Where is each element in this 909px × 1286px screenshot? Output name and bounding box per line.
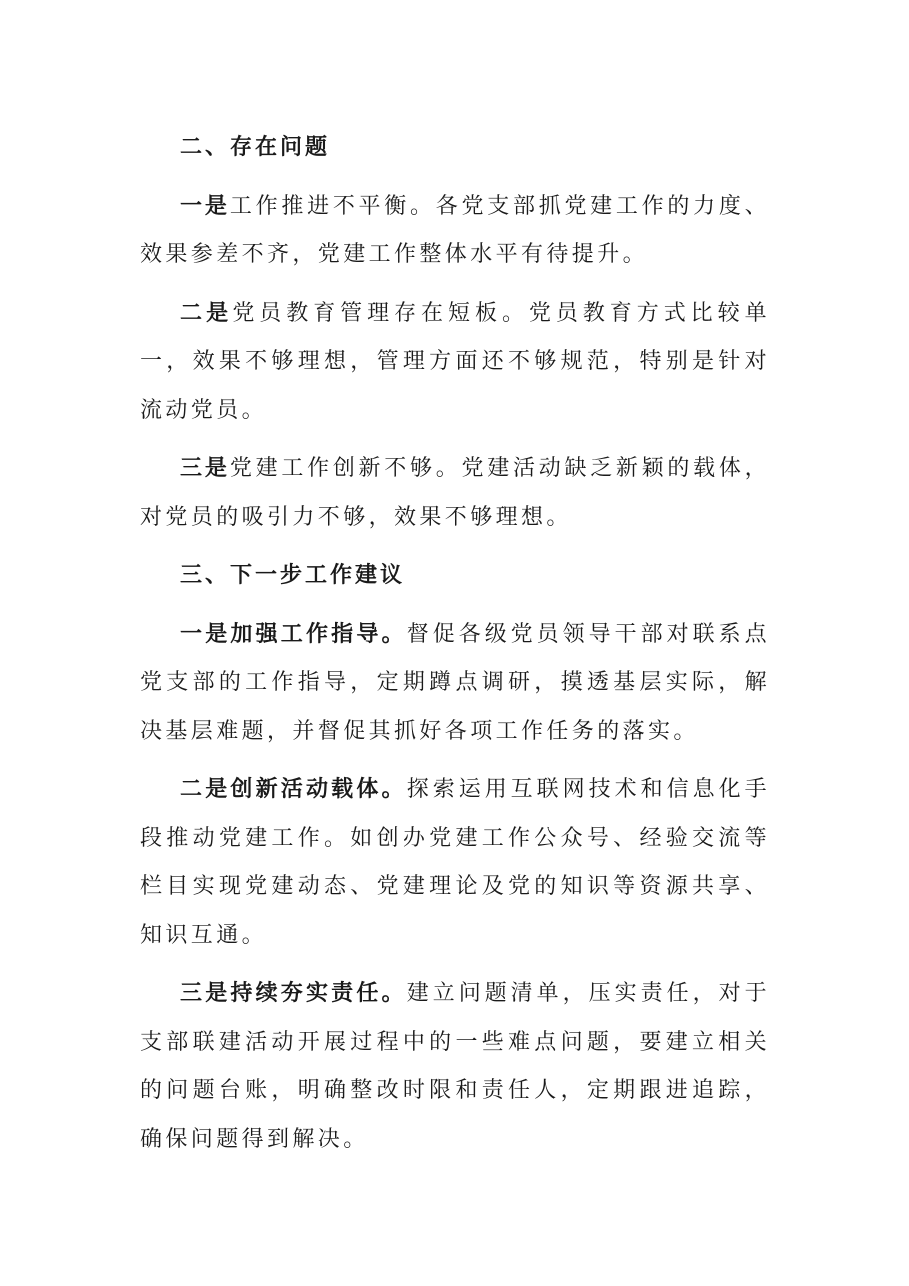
paragraph-suggestion-3 (140, 970, 770, 1164)
paragraph-problem-2 (140, 290, 770, 436)
paragraph-lead: 二是 (180, 300, 233, 326)
paragraph-lead: 一是加强工作指导。 (180, 621, 407, 647)
paragraph-text: 督促各级党员领导干部对联系点党支部的工作指导，定期蹲点调研，摸透基层实际，解决基层难题，并督促其抓好各项工作任务的落实。 (140, 621, 770, 744)
paragraph-text: 工作推进不平衡。各党支部抓党建工作的力度、效果参差不齐，党建工作整体水平有待提升。 (140, 193, 770, 267)
paragraph-lead: 三是持续夯实责任。 (180, 981, 407, 1006)
paragraph-suggestion-2 (140, 766, 770, 960)
paragraph-suggestion-1 (140, 611, 770, 757)
paragraph-text: 探索运用互联网技术和信息化手段推动党建工作。如创办党建工作公众号、经验交流等栏目实现党建动态、党建理论及党的知识等资源共享、知识互通。 (140, 777, 770, 948)
paragraph-text: 建立问题清单，压实责任，对于支部联建活动开展过程中的一些难点问题，要建立相关的问题台账，明确整改时限和责任人，定期跟进追踪，确保问题得到解决。 (140, 981, 770, 1152)
document-body (140, 124, 770, 1174)
paragraph-problem-3 (140, 445, 770, 542)
paragraph-lead: 三是 (180, 456, 230, 481)
paragraph-lead: 一是 (180, 193, 230, 219)
paragraph-problem-1 (140, 183, 770, 280)
section-heading-next-steps: 三、下一步工作建议 (180, 563, 406, 588)
paragraph-lead: 二是创新活动载体。 (180, 777, 407, 802)
paragraph-text: 党建工作创新不够。党建活动缺乏新颖的载体，对党员的吸引力不够，效果不够理想。 (140, 456, 770, 530)
section-heading-problems: 二、存在问题 (180, 135, 331, 160)
paragraph-text: 党员教育管理存在短板。党员教育方式比较单一，效果不够理想，管理方面还不够规范，特别是针对流动党员。 (140, 300, 770, 423)
